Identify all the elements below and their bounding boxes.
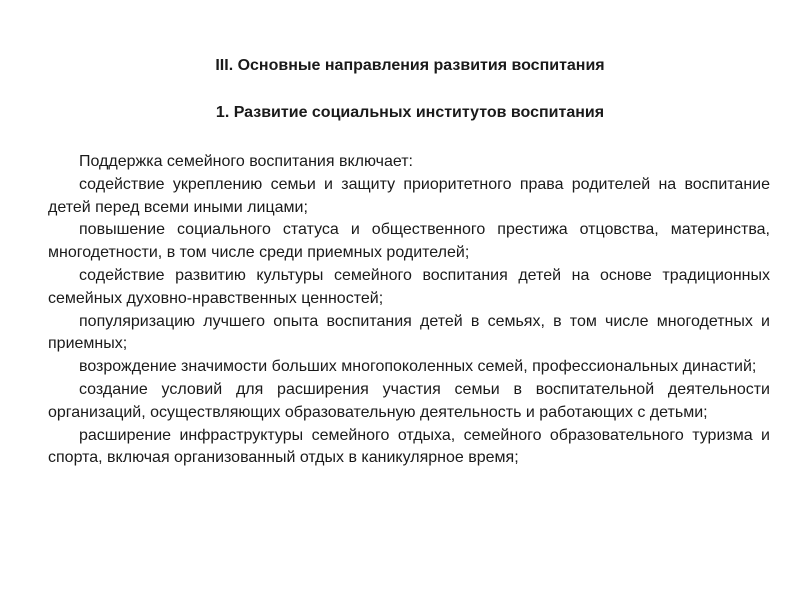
list-item: создание условий для расширения участия семьи в воспитательной деятельности организаций, осуществляющих образовательную деятельность и работающих с детьми; [48, 380, 770, 421]
list-item: возрождение значимости больших многопоколенных семей, профессиональных династий; [79, 358, 757, 376]
list-item: популяризацию лучшего опыта воспитания детей в семьях, в том числе многодетных и приемных; [48, 312, 770, 353]
list-item: расширение инфраструктуры семейного отдыха, семейного образовательного туризма и спорта, включая организованный отдых в каникулярное время; [48, 426, 770, 467]
list-item: повышение социального статуса и общественного престижа отцовства, материнства, многодетности, в том числе среди приемных родителей; [48, 221, 770, 262]
list-item: содействие укреплению семьи и защиту приоритетного права родителей на воспитание детей перед всеми иными лицами; [48, 175, 770, 216]
list-item: содействие развитию культуры семейного воспитания детей на основе традиционных семейных духовно-нравственных ценностей; [48, 266, 770, 307]
subsection-title: 1. Развитие социальных институтов воспитания [215, 104, 605, 121]
section-title: III. Основные направления развития воспитания [215, 57, 605, 74]
document-body [48, 151, 770, 470]
intro-paragraph: Поддержка семейного воспитания включает: [79, 153, 413, 170]
